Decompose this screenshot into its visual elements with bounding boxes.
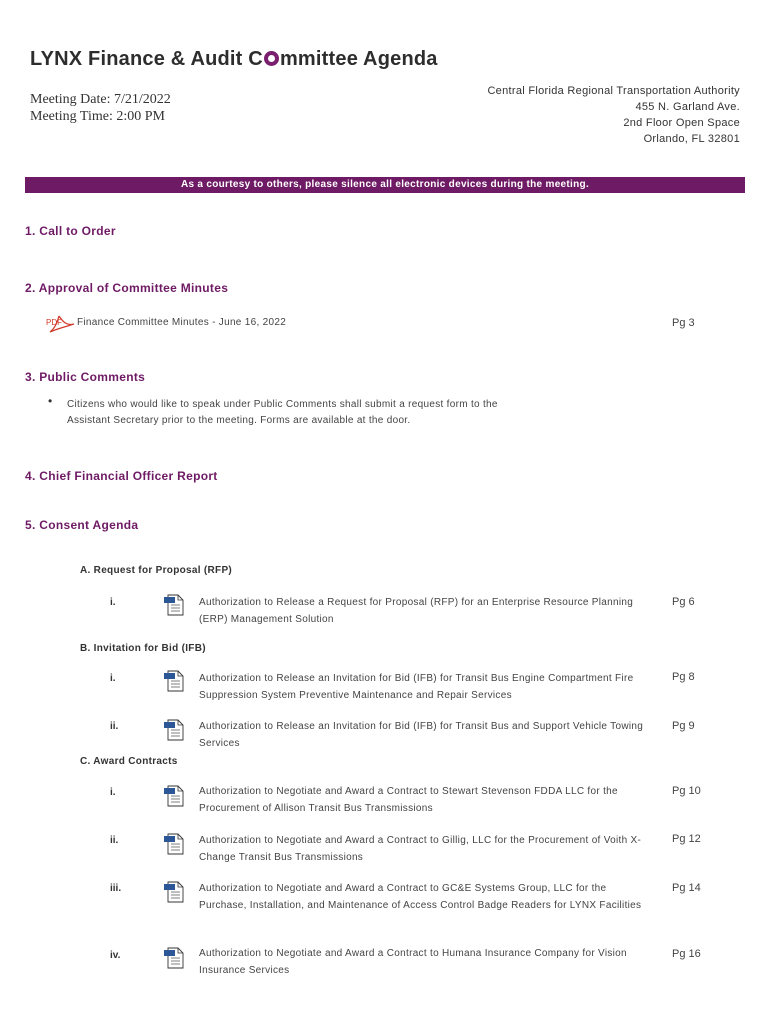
subsection-rfp: A. Request for Proposal (RFP): [80, 565, 233, 576]
item-number: iii.: [110, 883, 122, 894]
subsection-ifb: B. Invitation for Bid (IFB): [80, 643, 206, 654]
subsection-award-contracts: C. Award Contracts: [80, 756, 178, 767]
word-document-icon[interactable]: [164, 785, 184, 807]
item-page: Pg 16: [672, 948, 701, 960]
lynx-logo-icon: [264, 51, 279, 66]
courtesy-banner: As a courtesy to others, please silence all electronic devices during the meeting.: [25, 177, 745, 193]
word-document-icon[interactable]: [164, 881, 184, 903]
agenda-item-link[interactable]: Authorization to Release a Request for Proposal (RFP) for an Enterprise Resource Planning (ERP) Management Solution: [199, 597, 634, 625]
item-number: i.: [110, 597, 116, 608]
item-number: iv.: [110, 950, 121, 961]
address-block: Central Florida Regional Transportation Authority 455 N. Garland Ave. 2nd Floor Open Space Orlando, FL 32801: [487, 85, 740, 145]
item-number: i.: [110, 787, 116, 798]
word-document-icon[interactable]: [164, 947, 184, 969]
item-number: i.: [110, 673, 116, 684]
agenda-item-link[interactable]: Authorization to Negotiate and Award a Contract to Stewart Stevenson FDDA LLC for the Procurement of Allison Transit Bus Transmissions: [199, 786, 618, 814]
word-document-icon[interactable]: [164, 719, 184, 741]
agenda-item-link[interactable]: Authorization to Negotiate and Award a Contract to Gillig, LLC for the Procurement of Voith X-Change Transit Bus Transmissions: [199, 835, 642, 863]
public-comments-text: Citizens who would like to speak under Public Comments shall submit a request form to the Assistant Secretary prior to the meeting. Forms are available at the door.: [67, 399, 498, 426]
meeting-date: Meeting Date: 7/21/2022: [30, 92, 171, 107]
word-document-icon[interactable]: [164, 670, 184, 692]
item-page: Pg 9: [672, 720, 695, 732]
item-number: ii.: [110, 835, 119, 846]
meeting-time: Meeting Time: 2:00 PM: [30, 109, 165, 124]
item-page: Pg 10: [672, 785, 701, 797]
agenda-item-link[interactable]: Authorization to Release an Invitation for Bid (IFB) for Transit Bus Engine Compartment Fire Suppression System Preventive Maintenance and Repair Services: [199, 673, 634, 701]
section-call-to-order: 1. Call to Order: [25, 224, 116, 238]
section-public-comments: 3. Public Comments: [25, 370, 146, 384]
item-page: Pg 14: [672, 882, 701, 894]
item-page: Pg 12: [672, 833, 701, 845]
section-approval-minutes: 2. Approval of Committee Minutes: [25, 281, 229, 295]
item-page: Pg 8: [672, 671, 695, 683]
word-document-icon[interactable]: [164, 594, 184, 616]
agenda-item-link[interactable]: Authorization to Negotiate and Award a Contract to GC&E Systems Group, LLC for the Purchase, Installation, and Maintenance of Access Control Badge Readers for LYNX Facilities: [199, 883, 642, 911]
svg-text:PDF: PDF: [46, 318, 62, 327]
item-number: ii.: [110, 721, 119, 732]
bullet-icon: •: [48, 394, 53, 408]
minutes-link[interactable]: Finance Committee Minutes - June 16, 2022: [77, 317, 287, 328]
pdf-document-icon[interactable]: [45, 313, 75, 335]
section-cfo-report: 4. Chief Financial Officer Report: [25, 469, 218, 483]
minutes-page: Pg 3: [672, 317, 695, 329]
word-document-icon[interactable]: [164, 833, 184, 855]
agenda-item-link[interactable]: Authorization to Release an Invitation for Bid (IFB) for Transit Bus and Support Vehicle Towing Services: [199, 721, 644, 749]
agenda-item-link[interactable]: Authorization to Negotiate and Award a Contract to Humana Insurance Company for Vision Insurance Services: [199, 948, 627, 976]
item-page: Pg 6: [672, 596, 695, 608]
section-consent-agenda: 5. Consent Agenda: [25, 518, 139, 532]
page-title: LYNX Finance & Audit C mmittee Agenda: [30, 48, 438, 70]
